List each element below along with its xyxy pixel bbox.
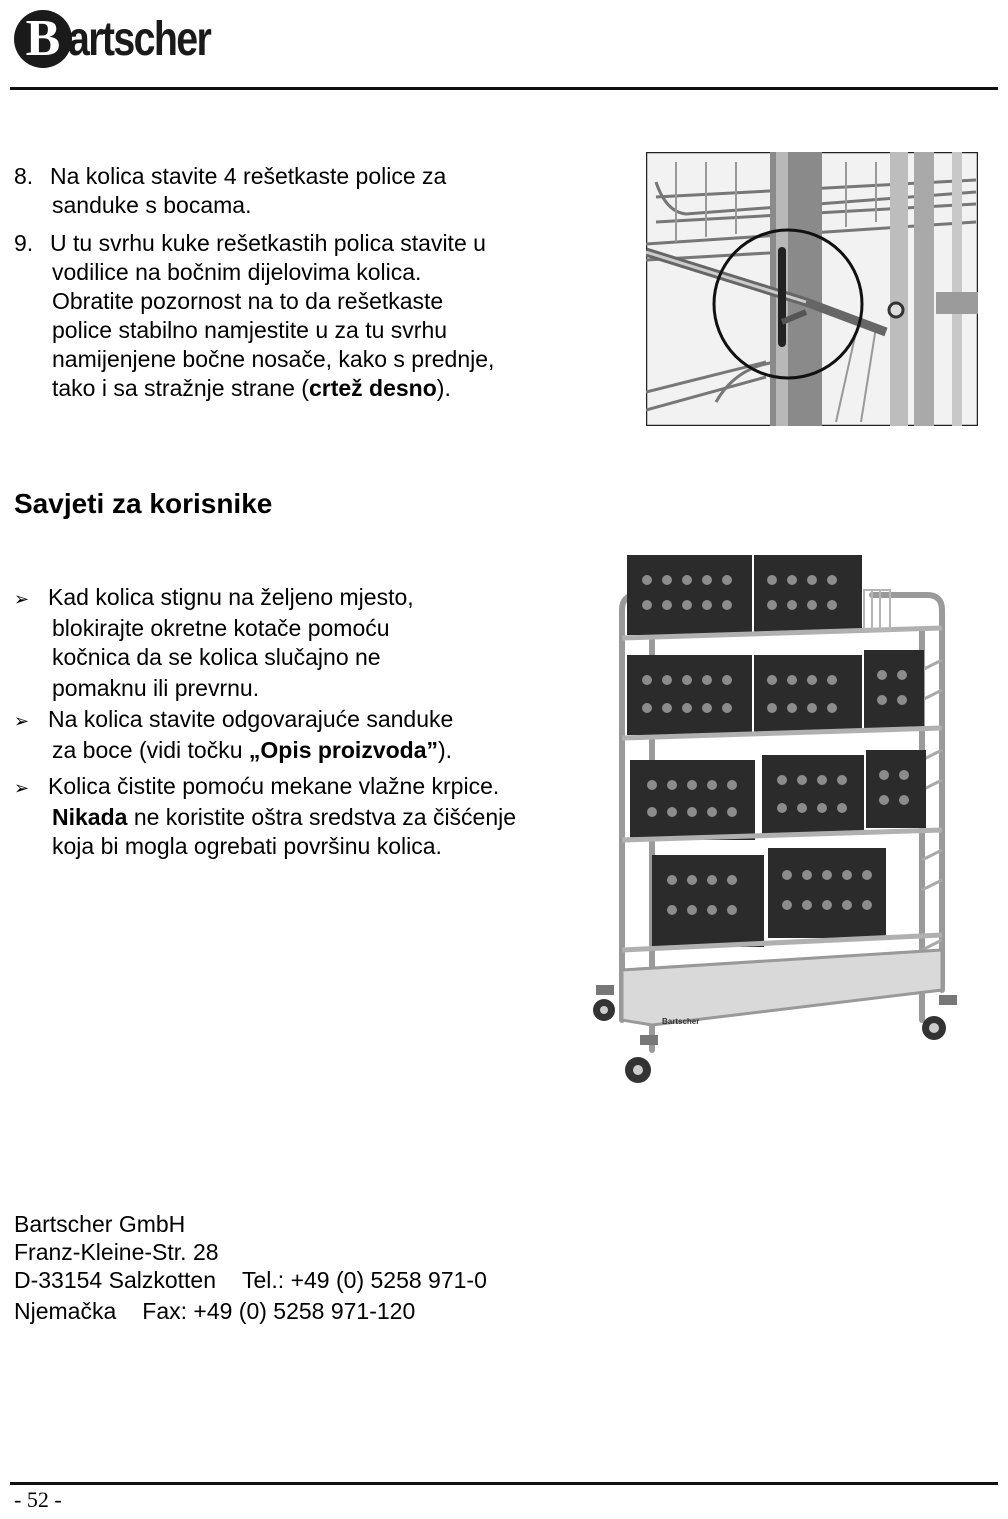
section-reference: „Opis proizvoda” <box>248 737 439 763</box>
step-line: namijenjene bočne nosače, kako s prednje, <box>52 346 495 372</box>
bullet-line: Kolica čistite pomoću mekane vlažne krpice. <box>48 773 500 799</box>
company-street: Franz-Kleine-Str. 28 <box>14 1239 219 1265</box>
tip-bullet-1 <box>14 583 574 703</box>
step-line-last <box>14 374 634 403</box>
company-address <box>14 1210 487 1325</box>
bullet-line: kočnica da se kolica slučajno ne <box>52 644 381 670</box>
text-fragment: ). <box>438 737 453 763</box>
bullet-line: blokirajte okretne kotače pomoću <box>52 615 390 641</box>
step-number: 8. <box>14 163 34 189</box>
section-title: Savjeti za korisnike <box>14 488 273 519</box>
text-fragment: ). <box>436 375 451 401</box>
step-line: sanduke s bocama. <box>52 192 252 218</box>
page-number: - 52 - <box>14 1487 62 1512</box>
company-country: Njemačka <box>14 1298 117 1324</box>
bullet-line: Kad kolica stignu na željeno mjesto, <box>48 584 414 610</box>
text-fragment: ne koristite oštra sredstva za čišćenje <box>127 804 517 830</box>
bullet-line <box>14 803 574 832</box>
step-line: police stabilno namjestite u za tu svrhu <box>52 317 448 343</box>
bottle-crate-trolley-figure <box>582 550 972 1090</box>
shelf-hook-detail-figure <box>646 152 978 426</box>
cart-brand-label: Bartscher <box>662 1017 700 1026</box>
company-telephone: Tel.: +49 (0) 5258 971-0 <box>242 1267 487 1293</box>
step-line: Obratite pozornost na to da rešetkaste <box>52 288 444 314</box>
text-fragment: tako i sa stražnje strane ( <box>52 375 309 401</box>
arrow-bullet-icon: ➢ <box>14 778 30 798</box>
bullet-line: koja bi mogla ogrebati površinu kolica. <box>52 833 442 859</box>
text-fragment: za boce (vidi točku <box>52 737 249 763</box>
company-name: Bartscher GmbH <box>14 1211 186 1237</box>
bullet-line: pomaknu ili prevrnu. <box>52 675 260 701</box>
logo-text: artscher <box>68 12 211 66</box>
logo-initial: B <box>14 10 72 68</box>
arrow-bullet-icon: ➢ <box>14 711 30 731</box>
bartscher-logo <box>14 10 241 68</box>
bullet-line: Na kolica stavite odgovarajuće sanduke <box>48 706 454 732</box>
step-number: 9. <box>14 230 34 256</box>
header-rule <box>10 87 998 90</box>
step-9 <box>14 229 634 403</box>
emphasis-text: Nikada <box>52 804 128 830</box>
step-8 <box>14 162 634 220</box>
company-city: D-33154 Salzkotten <box>14 1267 217 1293</box>
drawing-reference: crtež desno <box>308 375 437 401</box>
tip-bullet-3 <box>14 772 574 861</box>
step-line: vodilice na bočnim dijelovima kolica. <box>52 259 422 285</box>
arrow-bullet-icon: ➢ <box>14 589 30 609</box>
tip-bullet-2 <box>14 705 574 765</box>
bullet-line <box>14 736 574 765</box>
footer-rule <box>10 1482 998 1485</box>
step-line: U tu svrhu kuke rešetkastih polica stavite u <box>50 230 486 256</box>
step-line: Na kolica stavite 4 rešetkaste police za <box>50 163 447 189</box>
company-fax: Fax: +49 (0) 5258 971-120 <box>142 1298 416 1324</box>
